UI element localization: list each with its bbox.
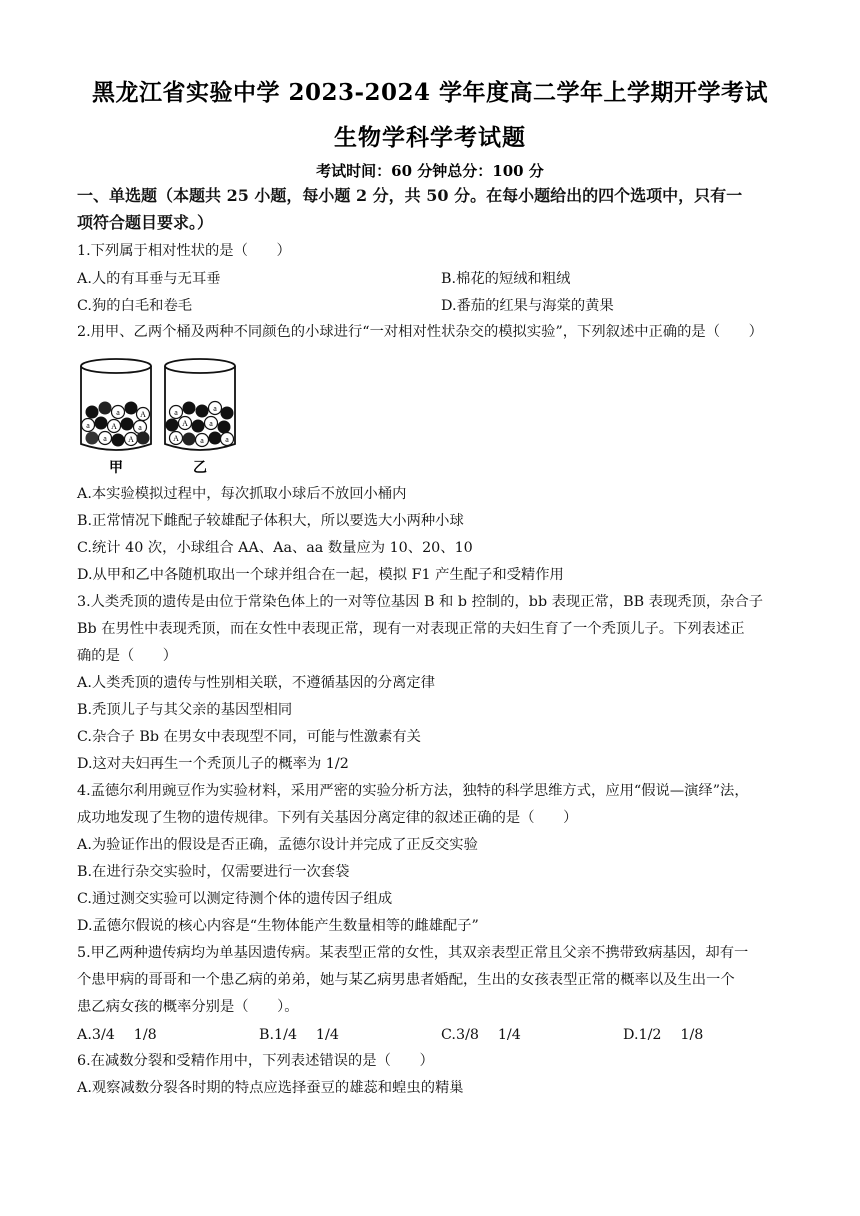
q3-option-a: A.人类秃顶的遗传与性别相关联，不遵循基因的分离定律	[77, 675, 435, 691]
q5-option-d: D.1/2 1/8	[623, 1027, 704, 1043]
bucket-label-jia: 甲	[109, 461, 123, 476]
bucket-label-yi: 乙	[193, 461, 207, 476]
q6-option-a: A.观察减数分裂各时期的特点应选择蚕豆的雄蕊和蝗虫的精巢	[77, 1080, 464, 1096]
q1-option-a: A.人的有耳垂与无耳垂	[77, 271, 221, 287]
q3-stem-line1: 3.人类秃顶的遗传是由位于常染色体上的一对等位基因 B 和 b 控制的，bb 表现正常，BB 表现秃顶，杂合子	[77, 594, 764, 610]
ball-label-yi-5: A	[173, 434, 179, 443]
q1-option-b: B.棉花的短绒和粗绒	[441, 271, 571, 287]
exam-title: 黑龙江省实验中学 2023-2024 学年度高二学年上学期开学考试	[91, 79, 769, 106]
q2-option-b: B.正常情况下雌配子较雄配子体积大，所以要选大小两种小球	[77, 513, 464, 529]
q3-option-b: B.秃顶儿子与其父亲的基因型相同	[77, 702, 293, 718]
ball-label-yi-3: A	[182, 419, 188, 428]
q3-option-c: C.杂合子 Bb 在男女中表现型不同，可能与性激素有关	[77, 729, 421, 745]
q4-option-c: C.通过测交实验可以测定待测个体的遗传因子组成	[77, 891, 393, 907]
q3-option-d: D.这对夫妇再生一个秃顶儿子的概率为 1/2	[77, 756, 349, 772]
ball-label-jia-6: a	[103, 434, 107, 443]
q4-option-a: A.为验证作出的假设是否正确，孟德尔设计并完成了正反交实验	[77, 837, 478, 853]
section-heading-line1: 一、单选题（本题共 25 小题，每小题 2 分，共 50 分。在每小题给出的四个选项中，只有一	[77, 186, 743, 205]
bucket-illustration	[78, 356, 238, 478]
ball-label-jia-7: A	[128, 435, 134, 444]
q6-stem: 6.在减数分裂和受精作用中，下列表述错误的是（ ）	[77, 1053, 434, 1069]
q1-option-d: D.番茄的红果与海棠的黄果	[441, 298, 614, 314]
ball-label-jia-5: a	[138, 423, 142, 432]
q5-option-a: A.3/4 1/8	[77, 1027, 157, 1043]
q5-option-b: B.1/4 1/4	[259, 1027, 339, 1043]
bucket-yi	[165, 359, 235, 450]
q4-stem-line2: 成功地发现了生物的遗传规律。下列有关基因分离定律的叙述正确的是（ ）	[77, 810, 578, 826]
q4-option-d: D.孟德尔假说的核心内容是“生物体能产生数量相等的雌雄配子”	[77, 918, 479, 934]
q1-option-c: C.狗的白毛和卷毛	[77, 298, 193, 314]
exam-subtitle: 生物学科学考试题	[334, 124, 526, 151]
q3-stem-line3: 确的是（ ）	[77, 648, 178, 664]
exam-info: 考试时间：60 分钟总分：100 分	[316, 162, 544, 180]
q4-stem-line1: 4.孟德尔利用豌豆作为实验材料，采用严密的实验分析方法，独特的科学思维方式，应用“假说—演绎”法，	[77, 783, 749, 799]
q2-option-c: C.统计 40 次，小球组合 AA、Aa、aa 数量应为 10、20、10	[77, 540, 473, 556]
ball-label-jia-3: a	[86, 421, 90, 430]
bucket-jia	[81, 359, 151, 450]
ball-label-jia-1: a	[116, 408, 120, 417]
q5-stem-line2: 个患甲病的哥哥和一个患乙病的弟弟，她与某乙病男患者婚配，生出的女孩表型正常的概率以及生出一个	[77, 972, 735, 988]
ball-label-yi-1: a	[174, 408, 178, 417]
ball-label-yi-2: a	[213, 404, 217, 413]
ball-label-yi-6: a	[200, 436, 204, 445]
q3-stem-line2: Bb 在男性中表现秃顶，而在女性中表现正常，现有一对表现正常的夫妇生育了一个秃顶儿子。下列表述正	[77, 621, 745, 637]
ball-label-yi-7: a	[225, 435, 229, 444]
ball-label-jia-4: A	[111, 422, 117, 431]
q2-option-a: A.本实验模拟过程中，每次抓取小球后不放回小桶内	[77, 486, 407, 502]
ball-label-yi-4: a	[209, 419, 213, 428]
ball-label-jia-2: A	[140, 410, 146, 419]
section-heading-line2: 项符合题目要求。）	[77, 213, 214, 232]
q4-option-b: B.在进行杂交实验时，仅需要进行一次套袋	[77, 864, 350, 880]
q2-option-d: D.从甲和乙中各随机取出一个球并组合在一起，模拟 F1 产生配子和受精作用	[77, 567, 564, 583]
q5-stem-line3: 患乙病女孩的概率分别是（ ）。	[77, 999, 299, 1015]
q2-stem: 2.用甲、乙两个桶及两种不同颜色的小球进行“一对相对性状杂交的模拟实验”，下列叙述中正确的是（ ）	[77, 324, 763, 340]
bucket-figure	[78, 356, 238, 478]
q1-stem: 1.下列属于相对性状的是（ ）	[77, 243, 291, 259]
q5-option-c: C.3/8 1/4	[441, 1027, 521, 1043]
q5-stem-line1: 5.甲乙两种遗传病均为单基因遗传病。某表型正常的女性，其双亲表型正常且父亲不携带致病基因，却有一	[77, 945, 749, 961]
